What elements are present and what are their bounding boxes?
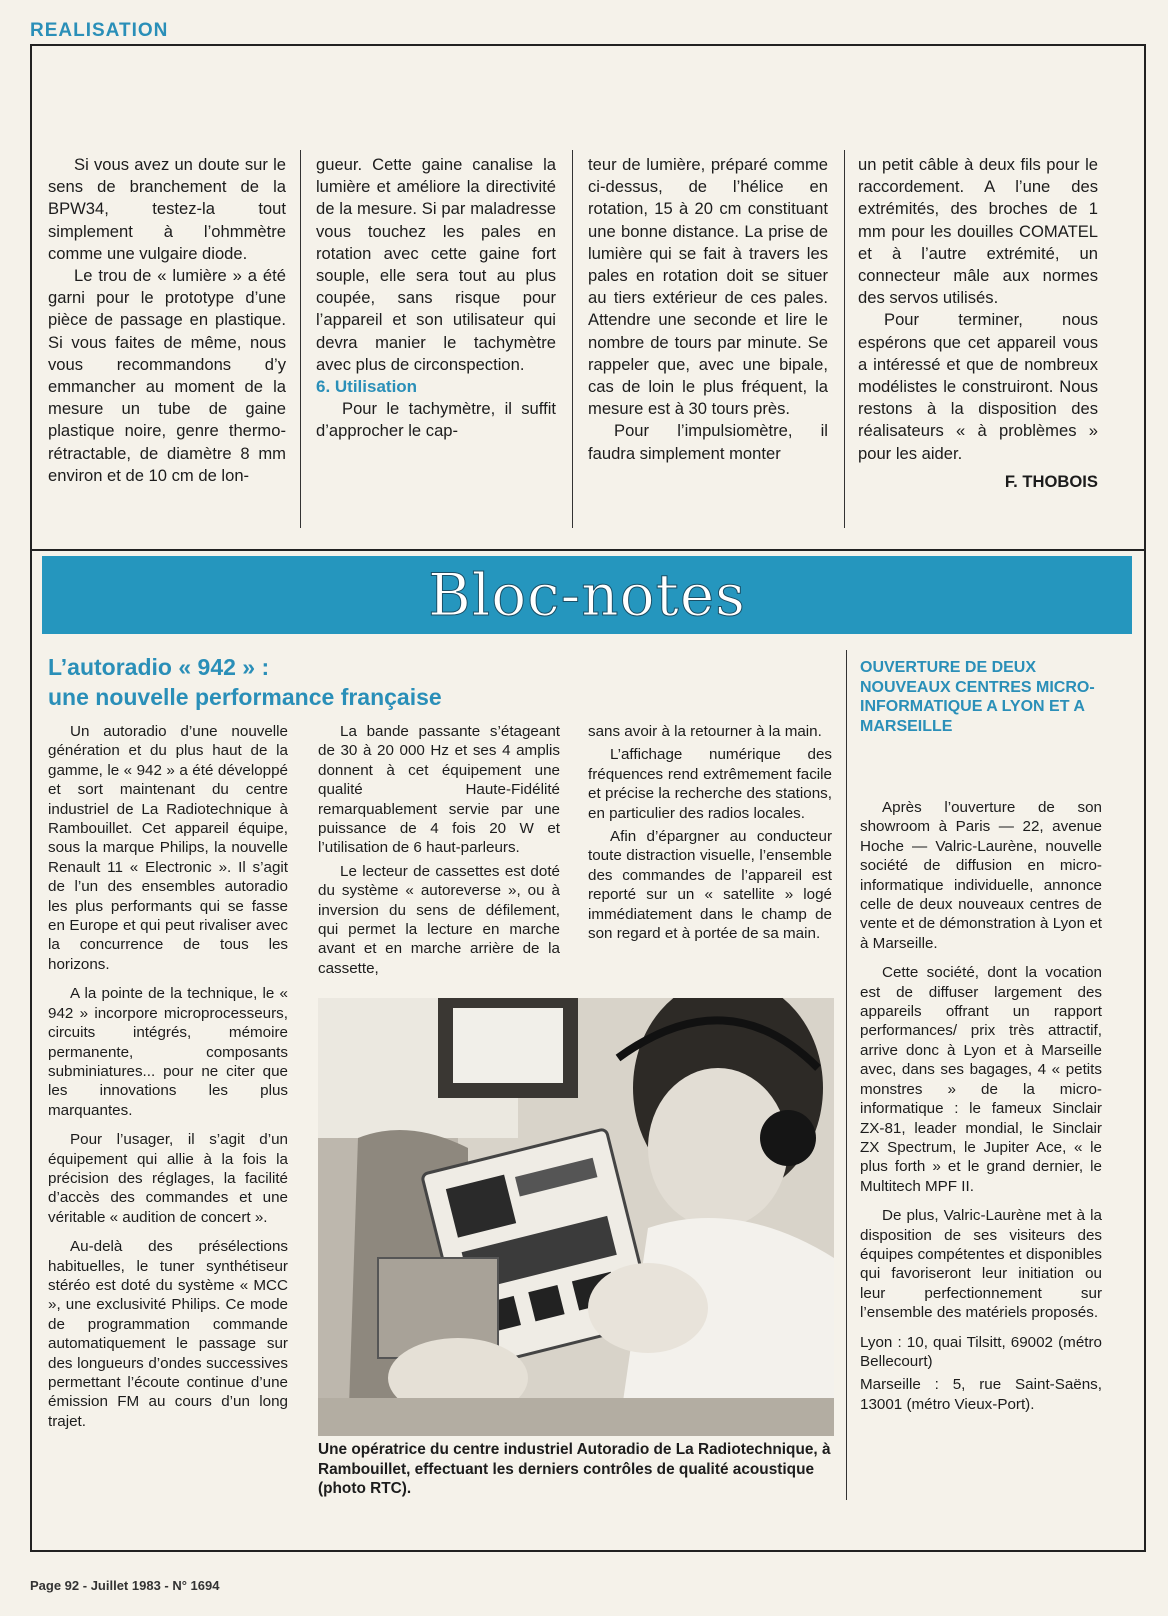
article-title (48, 652, 442, 712)
paragraph: Cette société, dont la vocation est de diffuser largement des appareils offrant un rapport performances/ prix très attractif, arrive donc à Lyon et à Marseille avec, dans ses bagages, 4 « petits monstres » de la micro-informatique : le fameux Sinclair ZX-81, leader mondial, le Sinclair ZX Spectrum, le Jupiter Ace, « le plus forth » et le grand dernier, le Multitech MPF II. (860, 964, 1102, 1195)
paragraph: un petit câble à deux fils pour le raccordement. A l’une des extrémités, des broches de 1 mm pour les douilles COMATEL et à l’autre extrémité, un connecteur mâle aux normes des servos utilisés. (858, 155, 1098, 308)
paragraph: Après l’ouverture de son showroom à Paris — 22, avenue Hoche — Valric-Laurène, nouvelle société de diffusion en micro-informatique individuelle, annonce celle de deux nouveaux centres de vente et de démonstration à Lyon et à Marseille. (860, 799, 1102, 952)
paragraph: Le lecteur de cassettes est doté du système « autoreverse », ou à inversion du sens de défilement, qui permet la lecture en marche avant et en marche arrière de la cassette, (318, 862, 560, 977)
banner-title: Bloc-notes (428, 561, 746, 629)
paragraph: sans avoir à la retourner à la main. (588, 723, 822, 740)
paragraph: Pour l’usager, il s’agit d’un équipement qui allie à la fois la précision des réglages, la facilité d’accès des commandes et une véritable « audition de concert ». (48, 1131, 288, 1226)
column-rule (300, 150, 301, 528)
address-lyon: Lyon : 10, quai Tilsitt, 69002 (métro Bellecourt) (860, 1333, 1102, 1370)
paragraph: Pour l’impulsiomètre, il faudra simplement monter (588, 421, 828, 463)
top-column-1 (48, 154, 286, 487)
sidebar-rule (846, 650, 847, 1500)
photo-illustration (318, 998, 834, 1436)
bloc-column-1 (48, 722, 288, 1441)
paragraph: teur de lumière, préparé comme ci-dessus, de l’hélice en rotation, 15 à 20 cm constituant une bonne distance. La prise de lumière qui se fait à travers les pales en rotation doit se situer au tiers extérieur de ces pales. Attendre une seconde et lire le nombre de tours par minute. Se rappeler que, avec une bipale, cas de loin le plus fréquent, la mesure est à 30 tours près. (588, 155, 828, 419)
paragraph: La bande passante s’étageant de 30 à 20 000 Hz et ses 4 amplis donnent à cet équipement une qualité Haute-Fidélité remarquablement servie par une puissance de 4 fois 20 W et l’utilisation de 6 haut-parleurs. (318, 723, 560, 857)
article-title-line: une nouvelle performance française (48, 684, 442, 710)
bloc-column-2 (318, 722, 560, 982)
paragraph: Pour terminer, nous espérons que cet appareil vous a intéressé et que de nombreux modélistes le construiront. Nous restons à la disposition des réalisateurs « à problèmes » pour les aider. (858, 310, 1098, 463)
photo-operator-testing-autoradio (318, 998, 834, 1436)
paragraph: Si vous avez un doute sur le sens de branchement de la BPW34, testez-la tout simplement à l’ohmmètre comme une vulgaire diode. (48, 155, 286, 263)
sidebar-heading: OUVERTURE DE DEUX NOUVEAUX CENTRES MICRO-INFORMATIQUE A LYON ET A MARSEILLE (860, 659, 1095, 735)
top-column-3 (588, 154, 828, 465)
paragraph: gueur. Cette gaine canalise la lumière et améliore la directivité de la mesure. Si par maladresse vous touchez les pales en rotation avec cette gaine fort souple, elle sera tout au plus coupée, sans risque pour l’appareil et son utilisateur qui devra manier le tachymètre avec plus de circonspection. (316, 155, 556, 374)
sidebar-column (860, 798, 1102, 1418)
addresses (860, 1333, 1102, 1415)
top-column-2 (316, 154, 556, 443)
paragraph: Pour le tachymètre, il suffit d’approcher le cap- (316, 399, 556, 441)
address-marseille: Marseille : 5, rue Saint-Saëns, 13001 (métro Vieux-Port). (860, 1376, 1102, 1413)
paragraph: L’affichage numérique des fréquences rend extrêmement facile et précise la recherche des stations, en particulier des radios locales. (588, 746, 832, 822)
author-signature: F. THOBOIS (1004, 471, 1098, 491)
top-column-4 (858, 154, 1098, 493)
photo-caption: Une opératrice du centre industriel Autoradio de La Radiotechnique, à Rambouillet, effectuant les derniers contrôles de qualité acoustique (photo RTC). (318, 1441, 831, 1497)
column-rule (572, 150, 573, 528)
bloc-notes-banner (42, 556, 1132, 634)
page-footer: Page 92 - Juillet 1983 - N° 1694 (30, 1578, 220, 1593)
paragraph: Un autoradio d’une nouvelle génération et du plus haut de la gamme, le « 942 » a été développé et sort maintenant du centre industriel de La Radiotechnique à Rambouillet. Cet appareil équipe, sous la marque Philips, la nouvelle Renault 11 « Electronic ». Il s’agit de l’un des ensembles autoradio les plus performants qui se fasse en Europe et qui peut rivaliser avec la concurrence de tous les horizons. (48, 723, 288, 973)
section-heading: 6. Utilisation (316, 377, 418, 397)
paragraph: Au-delà des présélections habituelles, le tuner synthétiseur stéréo est doté du système « MCC », une exclusivité Philips. Ce mode de programmation commande automatiquement le passage sur des longueurs d’ondes successives permettant l’écoute continue d’une émission FM au cours d’un long trajet. (48, 1238, 288, 1430)
paragraph: De plus, Valric-Laurène met à la disposition de ses visiteurs des équipes compétentes et disponibles qui favoriseront leur initiation ou leur perfectionnement sur l’ensemble des matériels proposés. (860, 1207, 1102, 1322)
paragraph: Afin d’épargner au conducteur toute distraction visuelle, l’ensemble des commandes de l’appareil est reporté sur un « satellite » logé immédiatement dans le champ de son regard et à portée de sa main. (588, 828, 832, 943)
paragraph: A la pointe de la technique, le « 942 » incorpore microprocesseurs, circuits intégrés, mémoire permanente, composants subminiatures... pour ne citer que les innovations les plus marquantes. (48, 985, 288, 1119)
paragraph: Le trou de « lumière » a été garni pour le prototype d’une pièce de passage en plastique. Si vous faites de même, nous vous recommandons d’y emmancher au moment de la mesure un tube de gaine plastique noire, genre thermo-rétractable, de diamètre 8 mm environ et de 10 cm de lon- (48, 266, 286, 485)
column-rule (844, 150, 845, 528)
bloc-column-3 (588, 722, 832, 947)
article-title-line: L’autoradio « 942 » : (48, 654, 270, 680)
section-label: REALISATION (30, 20, 169, 41)
